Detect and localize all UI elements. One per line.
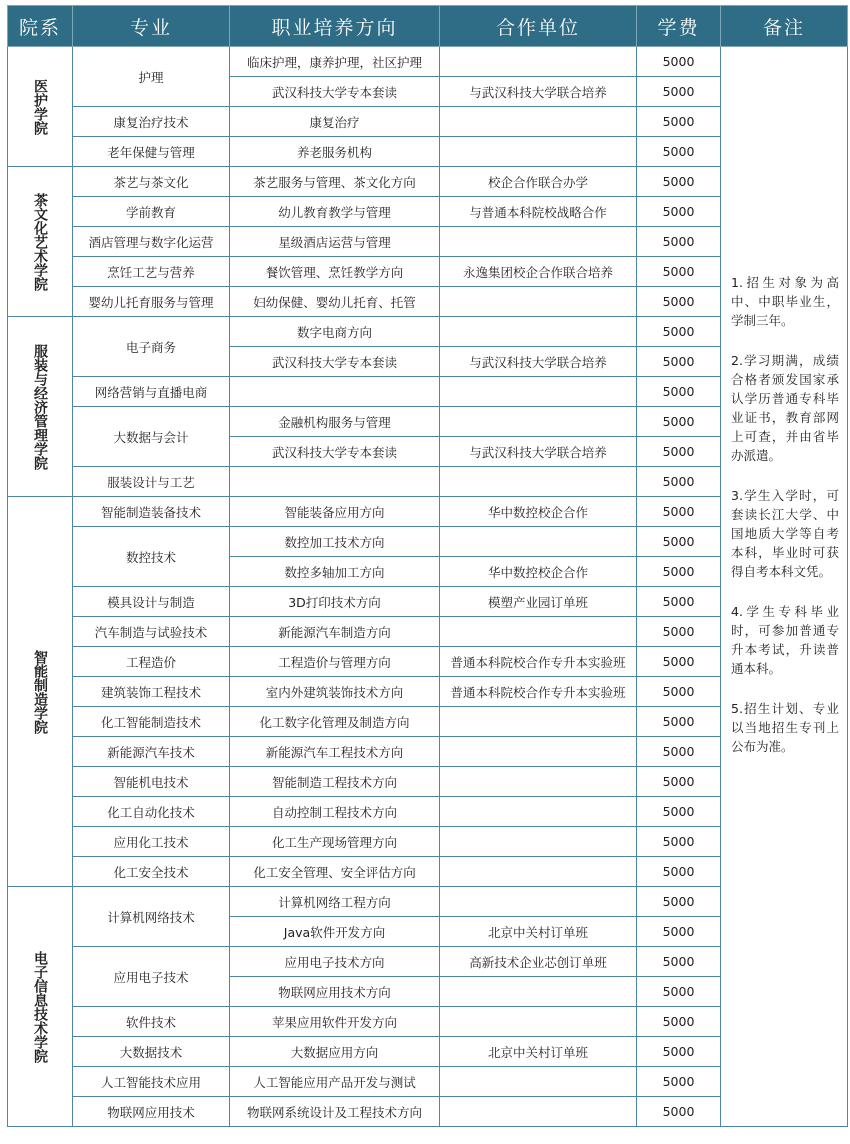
major-name: 智能机电技术	[73, 767, 230, 797]
direction-cell: 自动控制工程技术方向	[230, 797, 440, 827]
partner-cell	[440, 407, 637, 437]
major-name: 茶艺与茶文化	[73, 167, 230, 197]
college-name: 电子信息技术学院	[8, 887, 73, 1127]
college-name: 智能制造学院	[8, 497, 73, 887]
direction-cell	[230, 377, 440, 407]
partner-cell: 与武汉科技大学联合培养	[440, 347, 637, 377]
major-name: 老年保健与管理	[73, 137, 230, 167]
college-name: 医护学院	[8, 47, 73, 167]
direction-cell: 幼儿教育教学与管理	[230, 197, 440, 227]
fee-cell: 5000	[637, 227, 721, 257]
direction-cell: 工程造价与管理方向	[230, 647, 440, 677]
partner-cell: 普通本科院校合作专升本实验班	[440, 677, 637, 707]
partner-cell	[440, 1097, 637, 1127]
direction-cell: 金融机构服务与管理	[230, 407, 440, 437]
fee-cell: 5000	[637, 137, 721, 167]
header-fee: 学费	[637, 6, 721, 47]
direction-cell: 大数据应用方向	[230, 1037, 440, 1067]
fee-cell: 5000	[637, 407, 721, 437]
direction-cell: 人工智能应用产品开发与测试	[230, 1067, 440, 1097]
fee-cell: 5000	[637, 1097, 721, 1127]
partner-cell	[440, 527, 637, 557]
header-college: 院系	[8, 6, 73, 47]
direction-cell: 智能装备应用方向	[230, 497, 440, 527]
fee-cell: 5000	[637, 587, 721, 617]
partner-cell	[440, 227, 637, 257]
fee-cell: 5000	[637, 167, 721, 197]
partner-cell	[440, 317, 637, 347]
fee-cell: 5000	[637, 917, 721, 947]
fee-cell: 5000	[637, 47, 721, 77]
partner-cell	[440, 737, 637, 767]
fee-cell: 5000	[637, 947, 721, 977]
partner-cell	[440, 287, 637, 317]
direction-cell: 苹果应用软件开发方向	[230, 1007, 440, 1037]
direction-cell: 物联网系统设计及工程技术方向	[230, 1097, 440, 1127]
partner-cell: 校企合作联合办学	[440, 167, 637, 197]
major-name: 新能源汽车技术	[73, 737, 230, 767]
major-name: 大数据技术	[73, 1037, 230, 1067]
college-name: 茶文化艺术学院	[8, 167, 73, 317]
direction-cell: 3D打印技术方向	[230, 587, 440, 617]
major-name: 化工安全技术	[73, 857, 230, 887]
header-partner: 合作单位	[440, 6, 637, 47]
direction-cell: 化工安全管理、安全评估方向	[230, 857, 440, 887]
direction-cell: 康复治疗	[230, 107, 440, 137]
partner-cell	[440, 47, 637, 77]
major-name: 物联网应用技术	[73, 1097, 230, 1127]
partner-cell: 高新技术企业芯创订单班	[440, 947, 637, 977]
fee-cell: 5000	[637, 377, 721, 407]
partner-cell	[440, 1067, 637, 1097]
fee-cell: 5000	[637, 1067, 721, 1097]
major-name: 护理	[73, 47, 230, 107]
direction-cell: 数字电商方向	[230, 317, 440, 347]
fee-cell: 5000	[637, 827, 721, 857]
header-remark: 备注	[721, 6, 848, 47]
fee-cell: 5000	[637, 1007, 721, 1037]
table-header-row	[8, 6, 848, 47]
remark-note: 2.学习期满，成绩合格者颁发国家承认学历普通专科毕业证书，教育部网上可查，并由省毕办派遣。	[731, 353, 839, 463]
remark-note: 5.招生计划、专业以当地招生专刊上公布为准。	[731, 701, 839, 754]
fee-cell: 5000	[637, 1037, 721, 1067]
direction-cell: 妇幼保健、婴幼儿托育、托管	[230, 287, 440, 317]
direction-cell: 化工数字化管理及制造方向	[230, 707, 440, 737]
partner-cell	[440, 977, 637, 1007]
partner-cell: 华中数控校企合作	[440, 497, 637, 527]
direction-cell: 物联网应用技术方向	[230, 977, 440, 1007]
partner-cell: 永逸集团校企合作联合培养	[440, 257, 637, 287]
fee-cell: 5000	[637, 497, 721, 527]
fee-cell: 5000	[637, 677, 721, 707]
fee-cell: 5000	[637, 737, 721, 767]
remark-note: 3.学生入学时，可套读长江大学、中国地质大学等自考本科，毕业时可获得自考本科文凭。	[731, 488, 839, 579]
partner-cell: 北京中关村订单班	[440, 917, 637, 947]
direction-cell: 餐饮管理、烹饪教学方向	[230, 257, 440, 287]
partner-cell	[440, 1007, 637, 1037]
partner-cell	[440, 767, 637, 797]
direction-cell: 星级酒店运营与管理	[230, 227, 440, 257]
fee-cell: 5000	[637, 767, 721, 797]
direction-cell: 武汉科技大学专本套读	[230, 437, 440, 467]
direction-cell: 数控加工技术方向	[230, 527, 440, 557]
header-direction: 职业培养方向	[230, 6, 440, 47]
partner-cell: 华中数控校企合作	[440, 557, 637, 587]
direction-cell: 室内外建筑装饰技术方向	[230, 677, 440, 707]
enrollment-table	[7, 5, 848, 1127]
fee-cell: 5000	[637, 77, 721, 107]
major-name: 酒店管理与数字化运营	[73, 227, 230, 257]
partner-cell	[440, 467, 637, 497]
fee-cell: 5000	[637, 287, 721, 317]
major-name: 数控技术	[73, 527, 230, 587]
major-name: 网络营销与直播电商	[73, 377, 230, 407]
major-name: 化工智能制造技术	[73, 707, 230, 737]
direction-cell: 数控多轴加工方向	[230, 557, 440, 587]
fee-cell: 5000	[637, 887, 721, 917]
fee-cell: 5000	[637, 347, 721, 377]
direction-cell: 智能制造工程技术方向	[230, 767, 440, 797]
fee-cell: 5000	[637, 107, 721, 137]
partner-cell	[440, 707, 637, 737]
direction-cell: 新能源汽车制造方向	[230, 617, 440, 647]
direction-cell: 应用电子技术方向	[230, 947, 440, 977]
partner-cell: 北京中关村订单班	[440, 1037, 637, 1067]
major-name: 建筑装饰工程技术	[73, 677, 230, 707]
major-name: 工程造价	[73, 647, 230, 677]
major-name: 人工智能技术应用	[73, 1067, 230, 1097]
partner-cell	[440, 107, 637, 137]
partner-cell	[440, 797, 637, 827]
fee-cell: 5000	[637, 197, 721, 227]
direction-cell: 新能源汽车工程技术方向	[230, 737, 440, 767]
partner-cell: 普通本科院校合作专升本实验班	[440, 647, 637, 677]
major-name: 模具设计与制造	[73, 587, 230, 617]
partner-cell	[440, 377, 637, 407]
major-name: 康复治疗技术	[73, 107, 230, 137]
fee-cell: 5000	[637, 707, 721, 737]
partner-cell	[440, 617, 637, 647]
remark-note: 1.招生对象为高中、中职毕业生，学制三年。	[731, 275, 839, 328]
direction-cell: 养老服务机构	[230, 137, 440, 167]
major-name: 服装设计与工艺	[73, 467, 230, 497]
fee-cell: 5000	[637, 857, 721, 887]
major-name: 电子商务	[73, 317, 230, 377]
fee-cell: 5000	[637, 617, 721, 647]
partner-cell: 与普通本科院校战略合作	[440, 197, 637, 227]
major-name: 软件技术	[73, 1007, 230, 1037]
direction-cell: Java软件开发方向	[230, 917, 440, 947]
direction-cell: 武汉科技大学专本套读	[230, 347, 440, 377]
major-name: 计算机网络技术	[73, 887, 230, 947]
partner-cell	[440, 857, 637, 887]
major-name: 化工自动化技术	[73, 797, 230, 827]
fee-cell: 5000	[637, 527, 721, 557]
major-name: 婴幼儿托育服务与管理	[73, 287, 230, 317]
direction-cell: 化工生产现场管理方向	[230, 827, 440, 857]
partner-cell: 模塑产业园订单班	[440, 587, 637, 617]
direction-cell: 计算机网络工程方向	[230, 887, 440, 917]
table-body	[8, 47, 848, 1127]
major-name: 学前教育	[73, 197, 230, 227]
header-major: 专业	[73, 6, 230, 47]
partner-cell	[440, 887, 637, 917]
major-name: 汽车制造与试验技术	[73, 617, 230, 647]
fee-cell: 5000	[637, 647, 721, 677]
direction-cell	[230, 467, 440, 497]
partner-cell	[440, 827, 637, 857]
direction-cell: 茶艺服务与管理、茶文化方向	[230, 167, 440, 197]
remark-note: 4.学生专科毕业时，可参加普通专升本考试，升读普通本科。	[731, 604, 839, 676]
fee-cell: 5000	[637, 557, 721, 587]
major-name: 烹饪工艺与营养	[73, 257, 230, 287]
remarks-cell	[721, 47, 848, 1127]
direction-cell: 武汉科技大学专本套读	[230, 77, 440, 107]
direction-cell: 临床护理，康养护理，社区护理	[230, 47, 440, 77]
partner-cell: 与武汉科技大学联合培养	[440, 437, 637, 467]
major-name: 应用电子技术	[73, 947, 230, 1007]
fee-cell: 5000	[637, 797, 721, 827]
partner-cell	[440, 137, 637, 167]
major-name: 智能制造装备技术	[73, 497, 230, 527]
partner-cell: 与武汉科技大学联合培养	[440, 77, 637, 107]
fee-cell: 5000	[637, 467, 721, 497]
major-name: 应用化工技术	[73, 827, 230, 857]
major-name: 大数据与会计	[73, 407, 230, 467]
fee-cell: 5000	[637, 317, 721, 347]
fee-cell: 5000	[637, 437, 721, 467]
college-name: 服装与经济管理学院	[8, 317, 73, 497]
fee-cell: 5000	[637, 977, 721, 1007]
fee-cell: 5000	[637, 257, 721, 287]
table-row	[8, 47, 848, 77]
